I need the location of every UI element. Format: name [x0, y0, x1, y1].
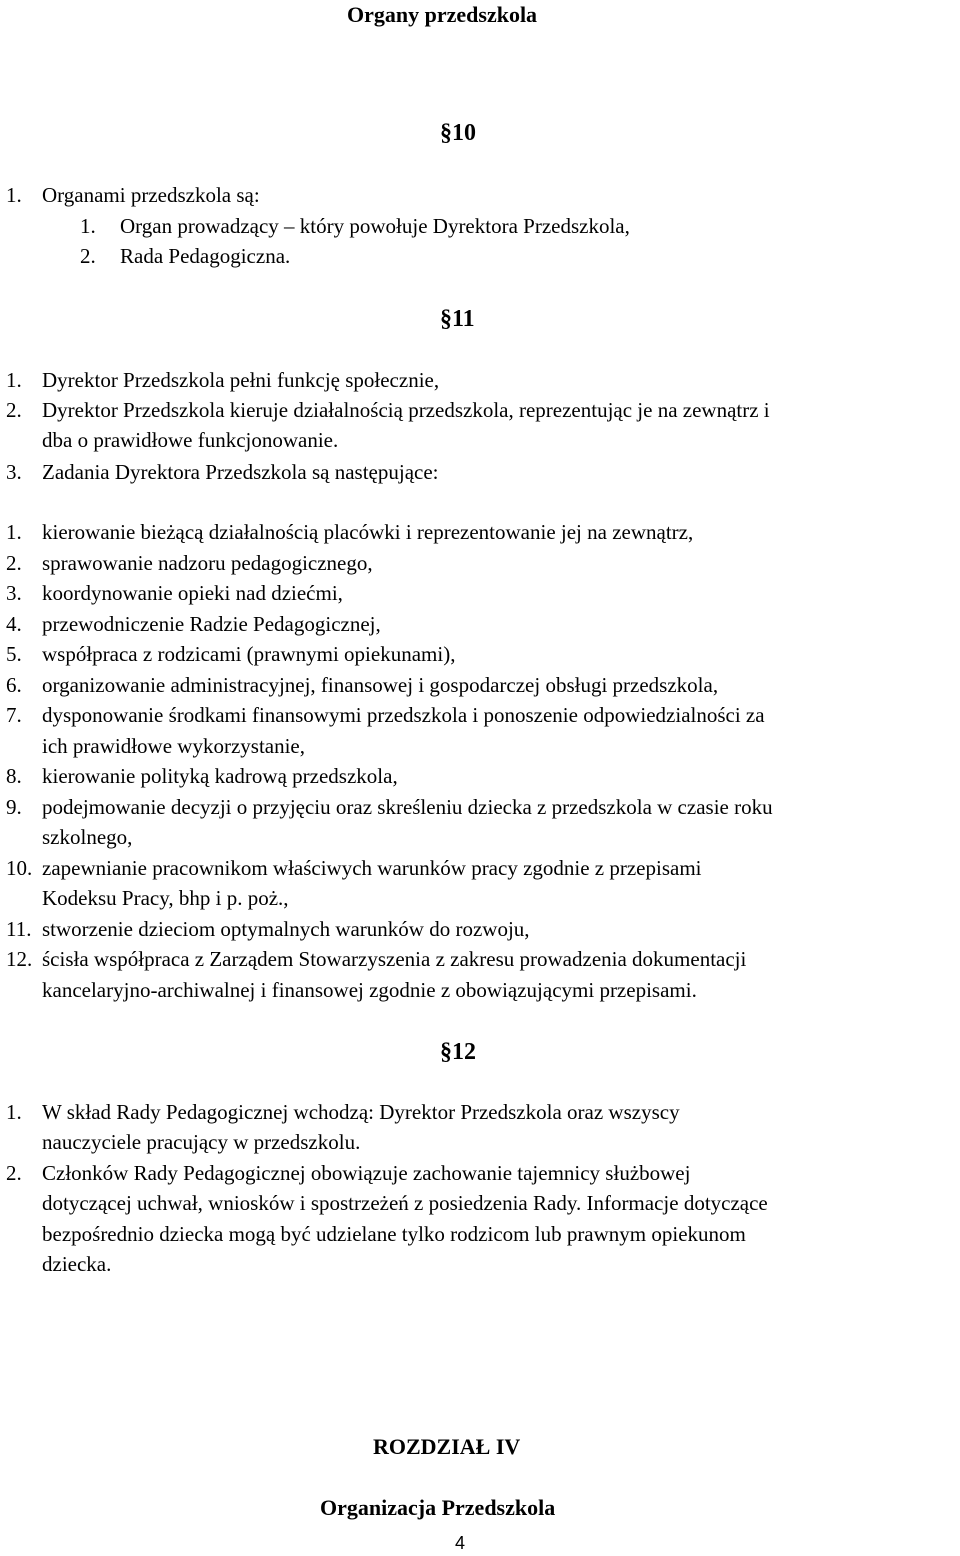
list-number: 1. — [6, 520, 22, 544]
list-number: 1. — [6, 368, 22, 392]
list-number: 1. — [80, 214, 96, 238]
list-item-text: stworzenie dzieciom optymalnych warunków do rozwoju, — [42, 917, 530, 941]
list-item-text: koordynowanie opieki nad dziećmi, — [42, 581, 343, 605]
list-number: 3. — [6, 460, 22, 484]
list-number: 2. — [6, 1161, 22, 1185]
list-item-text: sprawowanie nadzoru pedagogicznego, — [42, 551, 373, 575]
document-title: Organy przedszkola — [347, 2, 538, 27]
list-item-text: Członków Rady Pedagogicznej obowiązuje zachowanie tajemnicy służbowej — [42, 1161, 691, 1185]
list-number: 8. — [6, 764, 22, 788]
list-number: 1. — [6, 1100, 22, 1124]
list-number: 10. — [6, 856, 33, 880]
list-item-text: dysponowanie środkami finansowymi przedszkola i ponoszenie odpowiedzialności za — [42, 703, 765, 727]
list-item-text: ich prawidłowe wykorzystanie, — [42, 734, 306, 758]
list-number: 11. — [6, 917, 32, 941]
list-number: 2. — [80, 244, 96, 268]
list-item-text: dotyczącej uchwał, wniosków i spostrzeżeń z posiedzenia Rady. Informacje dotyczące — [42, 1191, 768, 1215]
list-number: 6. — [6, 673, 22, 697]
list-number: 3. — [6, 581, 22, 605]
list-item-text: współpraca z rodzicami (prawnymi opiekunami), — [42, 642, 456, 666]
page-number: 4 — [455, 1533, 466, 1553]
list-number: 2. — [6, 398, 22, 422]
list-number: 1. — [6, 183, 22, 207]
list-item-text: Zadania Dyrektora Przedszkola są następujące: — [42, 460, 439, 484]
list-item-text: organizowanie administracyjnej, finansowej i gospodarczej obsługi przedszkola, — [42, 673, 719, 697]
list-item-text: kancelaryjno-archiwalnej i finansowej zgodnie z obowiązującymi przepisami. — [42, 978, 697, 1002]
list-item-text: podejmowanie decyzji o przyjęciu oraz skreśleniu dziecka z przedszkola w czasie roku — [42, 795, 773, 819]
list-item-text: nauczyciele pracujący w przedszkolu. — [42, 1130, 361, 1154]
list-item-text: Dyrektor Przedszkola pełni funkcję społecznie, — [42, 368, 440, 392]
list-item-text: Organami przedszkola są: — [42, 183, 260, 207]
list-number: 4. — [6, 612, 22, 636]
section-11-heading: §11 — [440, 306, 475, 332]
list-item-text: bezpośrednio dziecka mogą być udzielane tylko rodzicom lub prawnym opiekunom — [42, 1222, 746, 1246]
list-item-text: zapewnianie pracownikom właściwych warunków pracy zgodnie z przepisami — [42, 856, 702, 880]
list-number: 2. — [6, 551, 22, 575]
list-number: 9. — [6, 795, 22, 819]
list-item-text: dba o prawidłowe funkcjonowanie. — [42, 428, 339, 452]
list-number: 7. — [6, 703, 22, 727]
list-number: 12. — [6, 947, 33, 971]
section-12-heading: §12 — [440, 1039, 476, 1065]
list-item-text: dziecka. — [42, 1252, 112, 1276]
list-item-text: Dyrektor Przedszkola kieruje działalnością przedszkola, reprezentując je na zewnątrz i — [42, 398, 770, 422]
list-item-text: W skład Rady Pedagogicznej wchodzą: Dyrektor Przedszkola oraz wszyscy — [42, 1100, 680, 1124]
list-item-text: szkolnego, — [42, 825, 133, 849]
list-number: 5. — [6, 642, 22, 666]
list-item-text: Organ prowadzący – który powołuje Dyrektora Przedszkola, — [120, 214, 630, 238]
list-item-text: przewodniczenie Radzie Pedagogicznej, — [42, 612, 381, 636]
list-item-text: ścisła współpraca z Zarządem Stowarzyszenia z zakresu prowadzenia dokumentacji — [42, 947, 747, 971]
chapter-heading: ROZDZIAŁ IV — [373, 1434, 521, 1459]
section-10-heading: §10 — [440, 120, 476, 146]
list-item-text: Kodeksu Pracy, bhp i p. poż., — [42, 886, 289, 910]
list-item-text: kierowanie polityką kadrową przedszkola, — [42, 764, 398, 788]
list-item-text: Rada Pedagogiczna. — [120, 244, 291, 268]
chapter-title: Organizacja Przedszkola — [320, 1495, 556, 1520]
list-item-text: kierowanie bieżącą działalnością placówki i reprezentowanie jej na zewnątrz, — [42, 520, 694, 544]
